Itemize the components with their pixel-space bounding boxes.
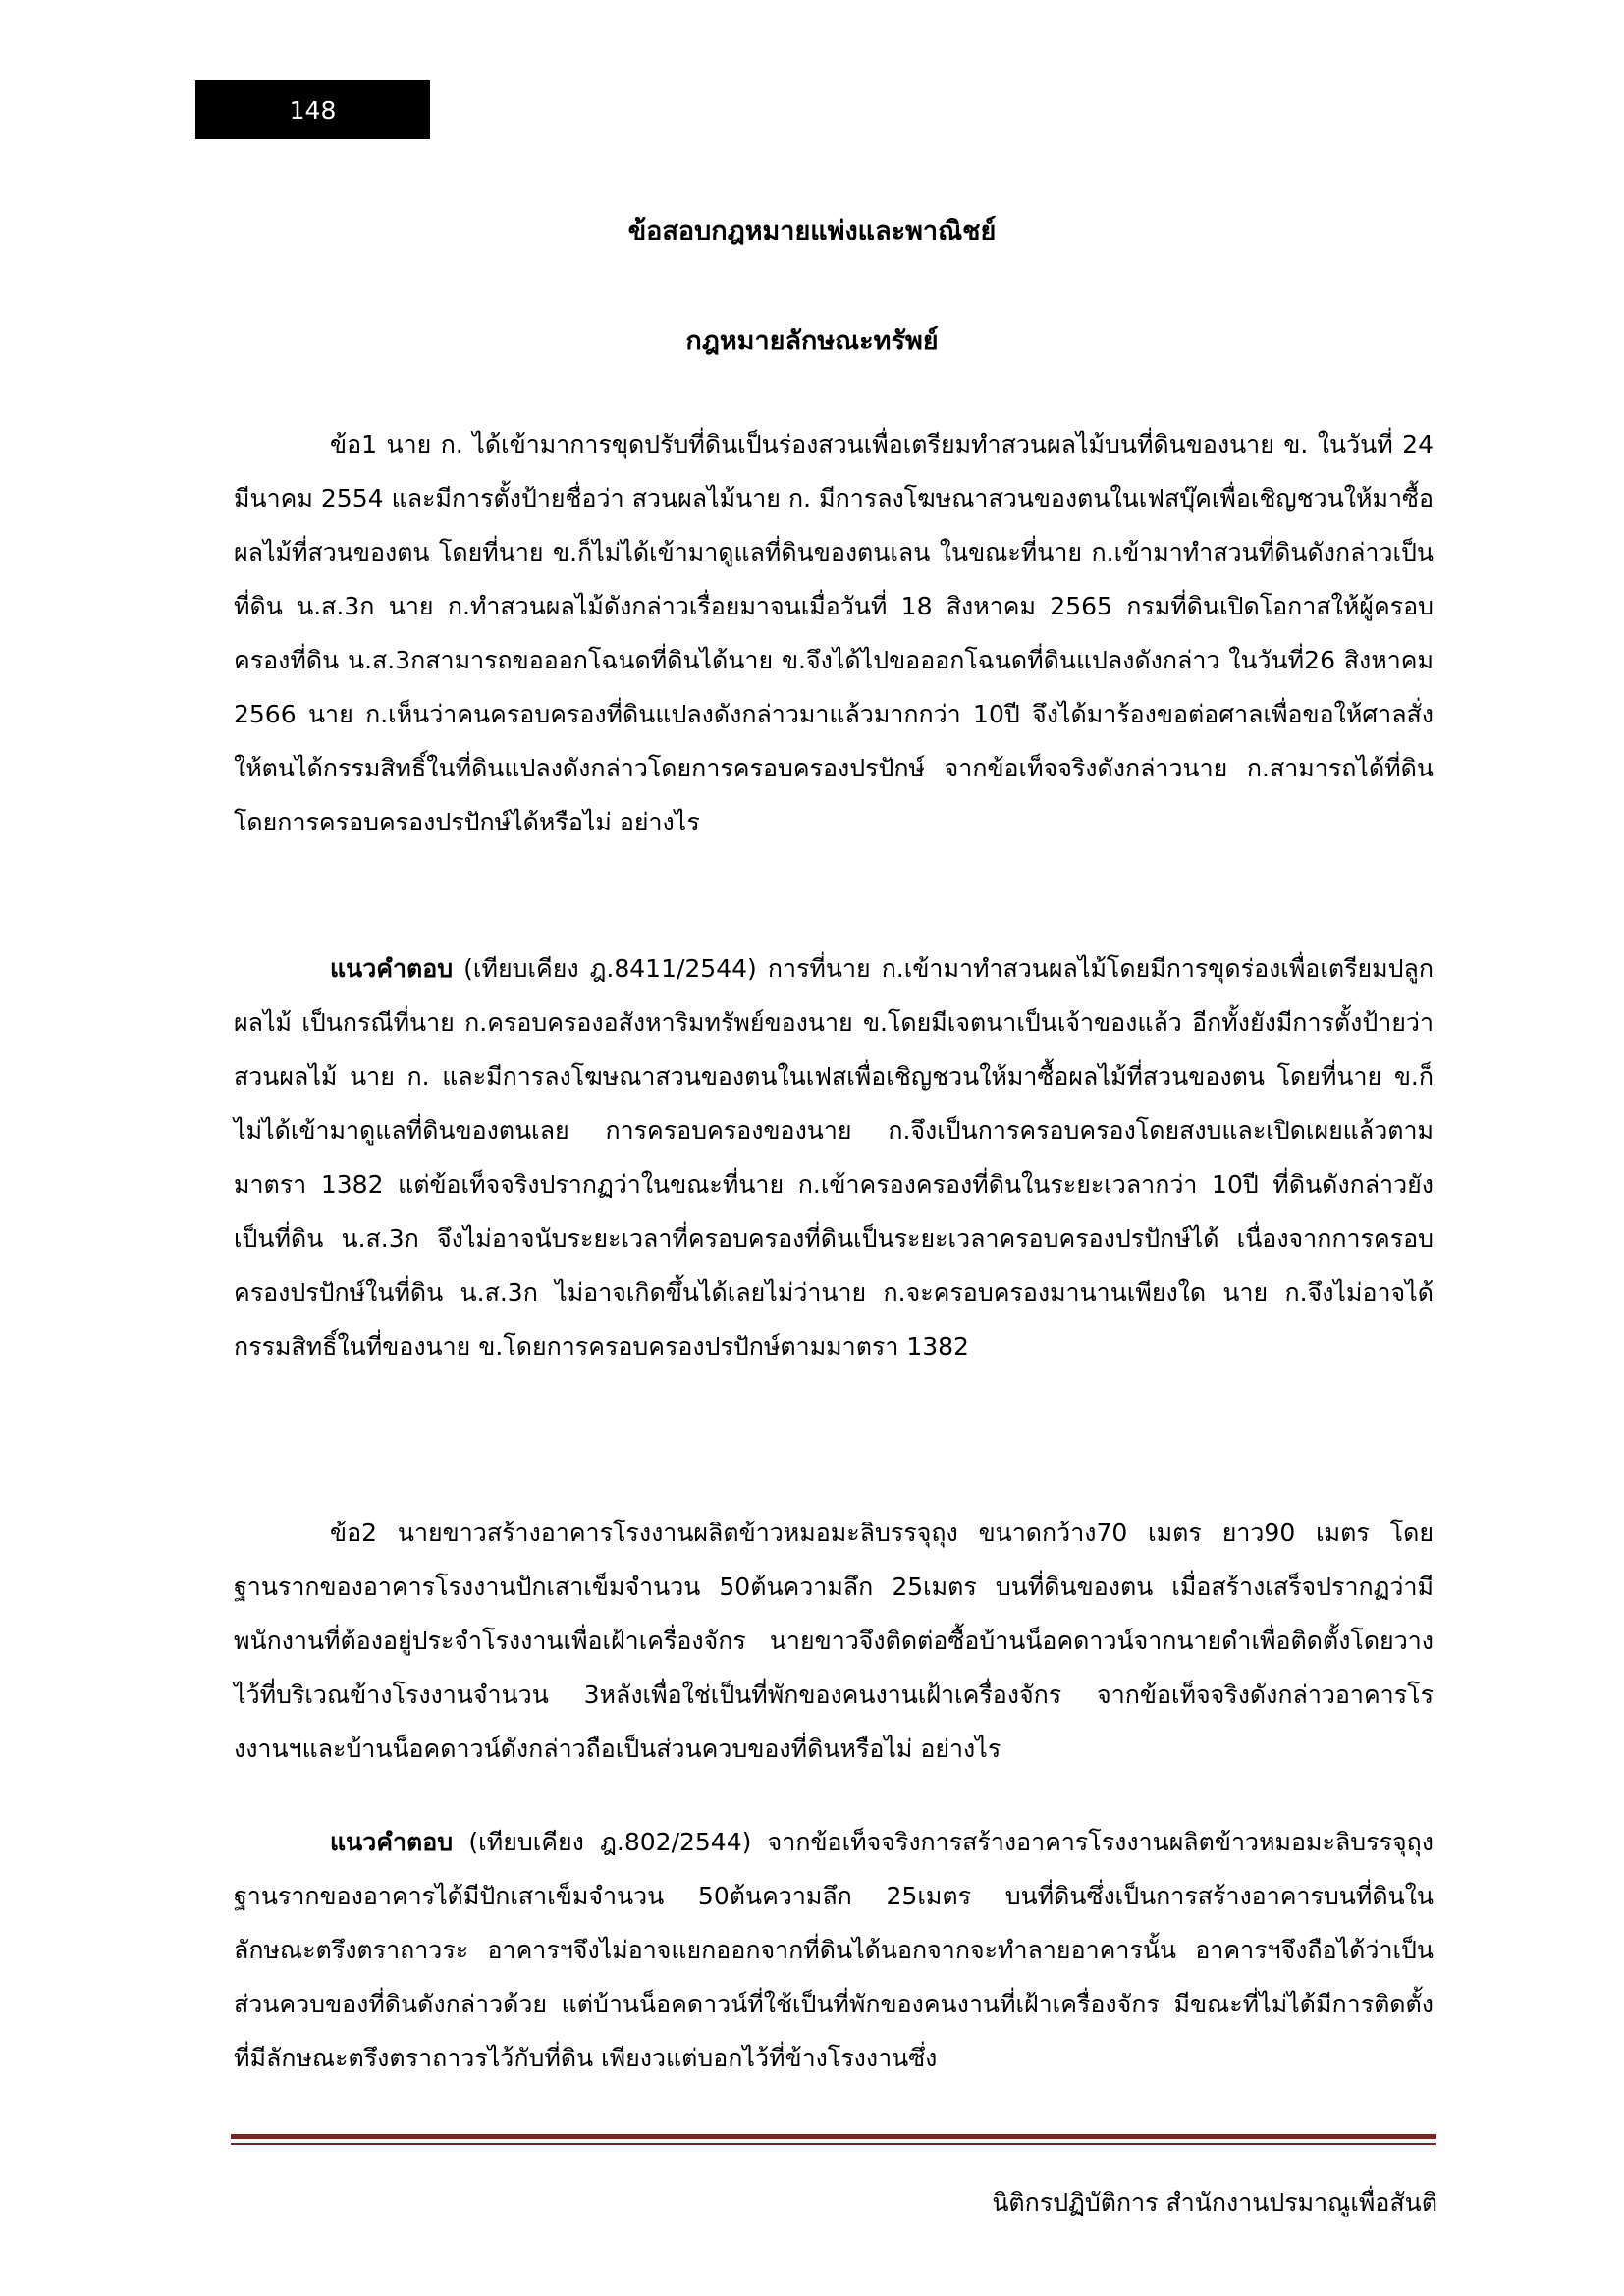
document-subtitle: กฎหมายลักษณะทรัพย์ bbox=[685, 326, 939, 356]
answer-2-text: (เทียบเคียง ฎ.802/2544) จากข้อเท็จจริงการสร้างอาคารโรงงานผลิตข้าวหมอมะลิบรรจุถุง ฐานรากของอาคารได้มีปักเสาเข็มจำนวน 50ต้นความลึก 25เมตร บนที่ดินซึ่งเป็นการสร้างอาคารบนที่ดินในลักษณะตรึงตราถาวระ อาคารฯจึงไม่อาจแยกออกจากที่ดินได้นอกจากจะทำลายอาคารนั้น อาคารฯจึงถือได้ว่าเป็นส่วนควบของที่ดินดังกล่าวด้วย แต่บ้านน็อคดาวน์ที่ใช้เป็นที่พักของคนงานที่เฝ้าเครื่องจักร มีขณะที่ไม่ได้มีการติดตั้งที่มีลักษณะตรึงตราถาวรไว้กับที่ดิน เพียงวแต่บอกไว้ที่ข้างโรงงานซึ่ง bbox=[234, 1828, 1434, 2072]
question-2 bbox=[234, 1506, 1434, 1776]
answer-2-paragraph bbox=[234, 1815, 1434, 2085]
page-number: 148 bbox=[195, 80, 430, 139]
answer-1-label: แนวคำตอบ bbox=[330, 954, 454, 983]
question-2-text: ข้อ2 นายขาวสร้างอาคารโรงงานผลิตข้าวหมอมะลิบรรจุถุง ขนาดกว้าง70 เมตร ยาว90 เมตร โดยฐานรากของอาคารโรงงานปักเสาเข็มจำนวน 50ต้นความลึก 25เมตร บนที่ดินของตน เมื่อสร้างเสร็จปรากฏว่ามีพนักงานที่ต้องอยู่ประจำโรงงานเพื่อเฝ้าเครื่องจักร นายขาวจึงติดต่อซื้อบ้านน็อคดาวน์จากนายดำเพื่อติดตั้งโดยวางไว้ที่บริเวณข้างโรงงานจำนวน 3หลังเพื่อใช่เป็นที่พักของคนงานเฝ้าเครื่องจักร จากข้อเท็จจริงดังกล่าวอาคารโรงงานฯและบ้านน็อคดาวน์ดังกล่าวถือเป็นส่วนควบของที่ดินหรือไม่ อย่างไร bbox=[234, 1519, 1434, 1763]
answer-2 bbox=[234, 1815, 1434, 2085]
footer-divider-thick bbox=[231, 2134, 1436, 2139]
answer-1-text: (เทียบเคียง ฎ.8411/2544) การที่นาย ก.เข้ามาทำสวนผลไม้โดยมีการขุดร่องเพื่อเตรียมปลูกผลไม้ เป็นกรณีที่นาย ก.ครอบครองอสังหาริมทรัพย์ของนาย ข.โดยมีเจตนาเป็นเจ้าของแล้ว อีกทั้งยังมีการตั้งป้ายว่า สวนผลไม้ นาย ก. และมีการลงโฆษณาสวนของตนในเฟสเพื่อเชิญชวนให้มาซื้อผลไม้ที่สวนของตน โดยที่นาย ข.ก็ไม่ได้เข้ามาดูแลที่ดินของตนเลย การครอบครองของนาย ก.จึงเป็นการครอบครองโดยสงบและเปิดเผยแล้วตามมาตรา 1382 แต่ข้อเท็จจริงปรากฏว่าในขณะที่นาย ก.เข้าครองครองที่ดินในระยะเวลากว่า 10ปี ที่ดินดังกล่าวยังเป็นที่ดิน น.ส.3ก จึงไม่อาจนับระยะเวลาที่ครอบครองที่ดินเป็นระยะเวลาครอบครองปรปักษ์ได้ เนื่องจากการครอบครองปรปักษ์ในที่ดิน น.ส.3ก ไม่อาจเกิดขึ้นได้เลยไม่ว่านาย ก.จะครอบครองมานานเพียงใด นาย ก.จึงไม่อาจได้กรรมสิทธิ์ในที่ของนาย ข.โดยการครอบครองปรปักษ์ตามมาตรา 1382 bbox=[234, 954, 1434, 1361]
answer-1 bbox=[234, 941, 1434, 1373]
answer-1-paragraph bbox=[234, 941, 1434, 1373]
footer-text: นิติกรปฏิบัติการ สำนักงานปรมาณูเพื่อสันติ bbox=[992, 2188, 1437, 2216]
footer-divider-thin bbox=[231, 2143, 1436, 2145]
document-title: ข้อสอบกฎหมายแพ่งและพาณิชย์ bbox=[627, 216, 997, 246]
question-1 bbox=[234, 417, 1434, 849]
question-1-text: ข้อ1 นาย ก. ได้เข้ามาการขุดปรับที่ดินเป็นร่องสวนเพื่อเตรียมทำสวนผลไม้บนที่ดินของนาย ข. ในวันที่ 24 มีนาคม 2554 และมีการตั้งป้ายชื่อว่า สวนผลไม้นาย ก. มีการลงโฆษณาสวนของตนในเฟสบุ๊คเพื่อเชิญชวนให้มาซื้อผลไม้ที่สวนของตน โดยที่นาย ข.ก็ไม่ได้เข้ามาดูแลที่ดินของตนเลน ในขณะที่นาย ก.เข้ามาทำสวนที่ดินดังกล่าวเป็นที่ดิน น.ส.3ก นาย ก.ทำสวนผลไม้ดังกล่าวเรื่อยมาจนเมื่อวันที่ 18 สิงหาคม 2565 กรมที่ดินเปิดโอกาสให้ผู้ครอบครองที่ดิน น.ส.3กสามารถขอออกโฉนดที่ดินได้นาย ข.จึงได้ไปขอออกโฉนดที่ดินแปลงดังกล่าว ในวันที่26 สิงหาคม 2566 นาย ก.เห็นว่าคนครอบครองที่ดินแปลงดังกล่าวมาแล้วมากกว่า 10ปี จึงได้มาร้องขอต่อศาลเพื่อขอให้ศาลสั่งให้ตนได้กรรมสิทธิ์ในที่ดินแปลงดังกล่าวโดยการครอบครองปรปักษ์ จากข้อเท็จจริงดังกล่าวนาย ก.สามารถได้ที่ดินโดยการครอบครองปรปักษ์ได้หรือไม่ อย่างไร bbox=[234, 430, 1434, 836]
answer-2-label: แนวคำตอบ bbox=[330, 1828, 454, 1856]
